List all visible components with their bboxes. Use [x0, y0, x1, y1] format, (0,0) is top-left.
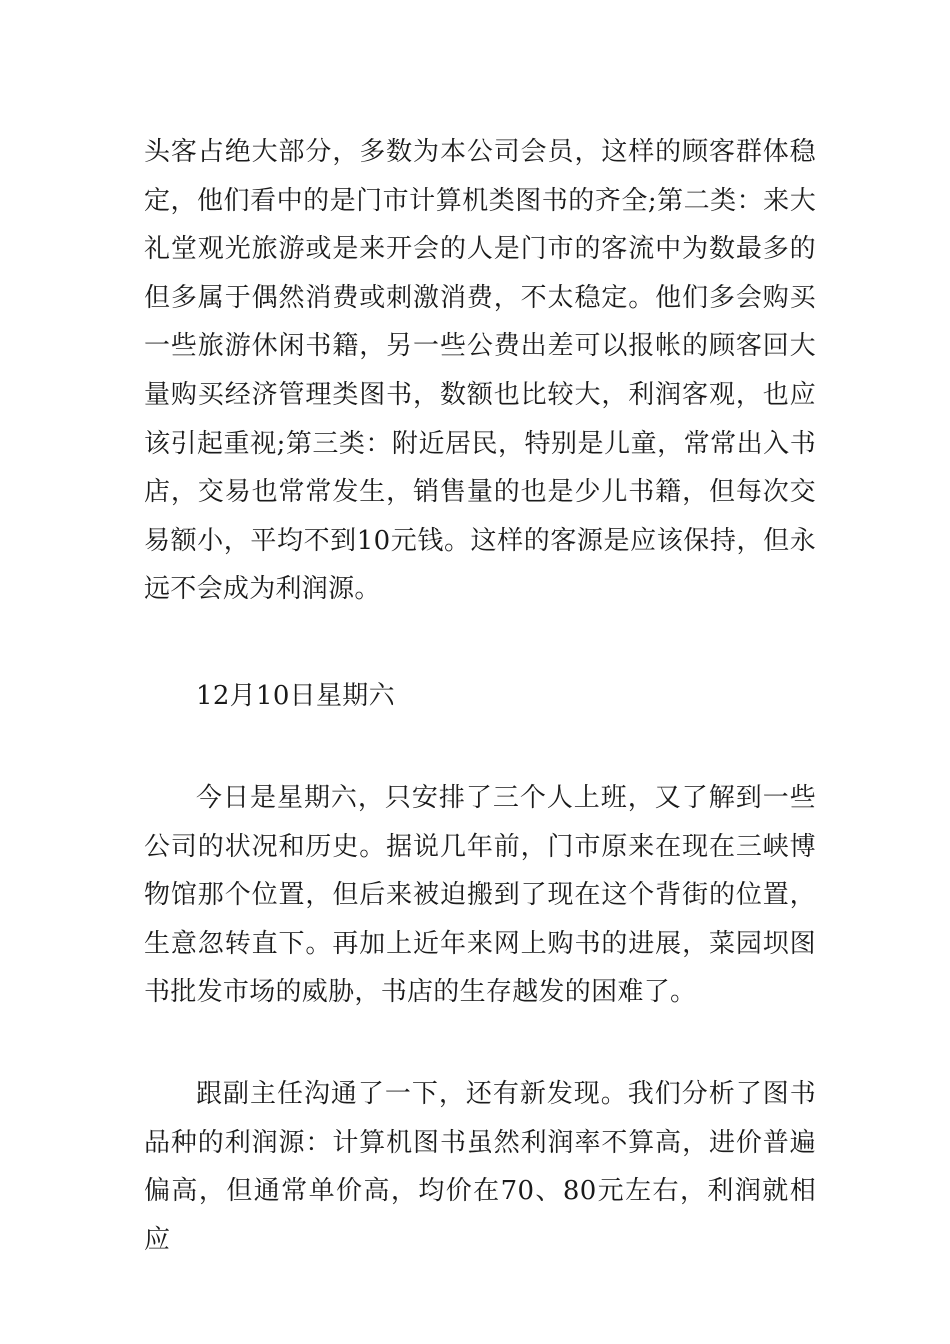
paragraph-profit-analysis	[144, 1070, 816, 1255]
text-line: 但多属于偶然消费或刺激消费，不太稳定。他们多会购买	[144, 282, 816, 313]
text-line: 公司的状况和历史。据说几年前，门市原来在现在三峡博	[144, 831, 816, 862]
date-heading-block	[144, 672, 816, 721]
text-line: 头客占绝大部分，多数为本公司会员，这样的顾客群体稳	[144, 137, 816, 167]
text-line: 今日是星期六，只安排了三个人上班，又了解到一些	[196, 783, 816, 813]
text-line: 品种的利润源：计算机图书虽然利润率不算高，进价普遍	[144, 1127, 816, 1158]
text-line: 礼堂观光旅游或是来开会的人是门市的客流中为数最多的	[144, 234, 816, 265]
text-line: 物馆那个位置，但后来被迫搬到了现在这个背街的位置，	[144, 880, 816, 911]
text-line: 远不会成为利润源。	[144, 574, 381, 605]
text-line: 偏高，但通常单价高，均价在70、80元左右，利润就相应	[144, 1176, 816, 1255]
text-line: 易额小，平均不到10元钱。这样的客源是应该保持，但永	[144, 525, 816, 556]
text-line: 店，交易也常常发生，销售量的也是少儿书籍，但每次交	[144, 477, 816, 508]
text-line: 跟副主任沟通了一下，还有新发现。我们分析了图书	[196, 1079, 816, 1109]
text-line: 一些旅游休闲书籍，另一些公费出差可以报帐的顾客回大	[144, 331, 816, 362]
text-line: 量购买经济管理类图书，数额也比较大，利润客观，也应	[144, 379, 816, 410]
date-heading: 12月10日星期六	[196, 681, 395, 711]
text-line: 生意忽转直下。再加上近年来网上购书的进展，菜园坝图	[144, 928, 816, 959]
text-line: 定，他们看中的是门市计算机类图书的齐全;第二类：来大	[144, 185, 816, 216]
paragraph-company-history	[144, 774, 816, 1017]
paragraph-customer-types	[144, 128, 816, 614]
text-line: 书批发市场的威胁，书店的生存越发的困难了。	[144, 977, 697, 1008]
text-line: 该引起重视;第三类：附近居民，特别是儿童，常常出入书	[144, 428, 816, 459]
